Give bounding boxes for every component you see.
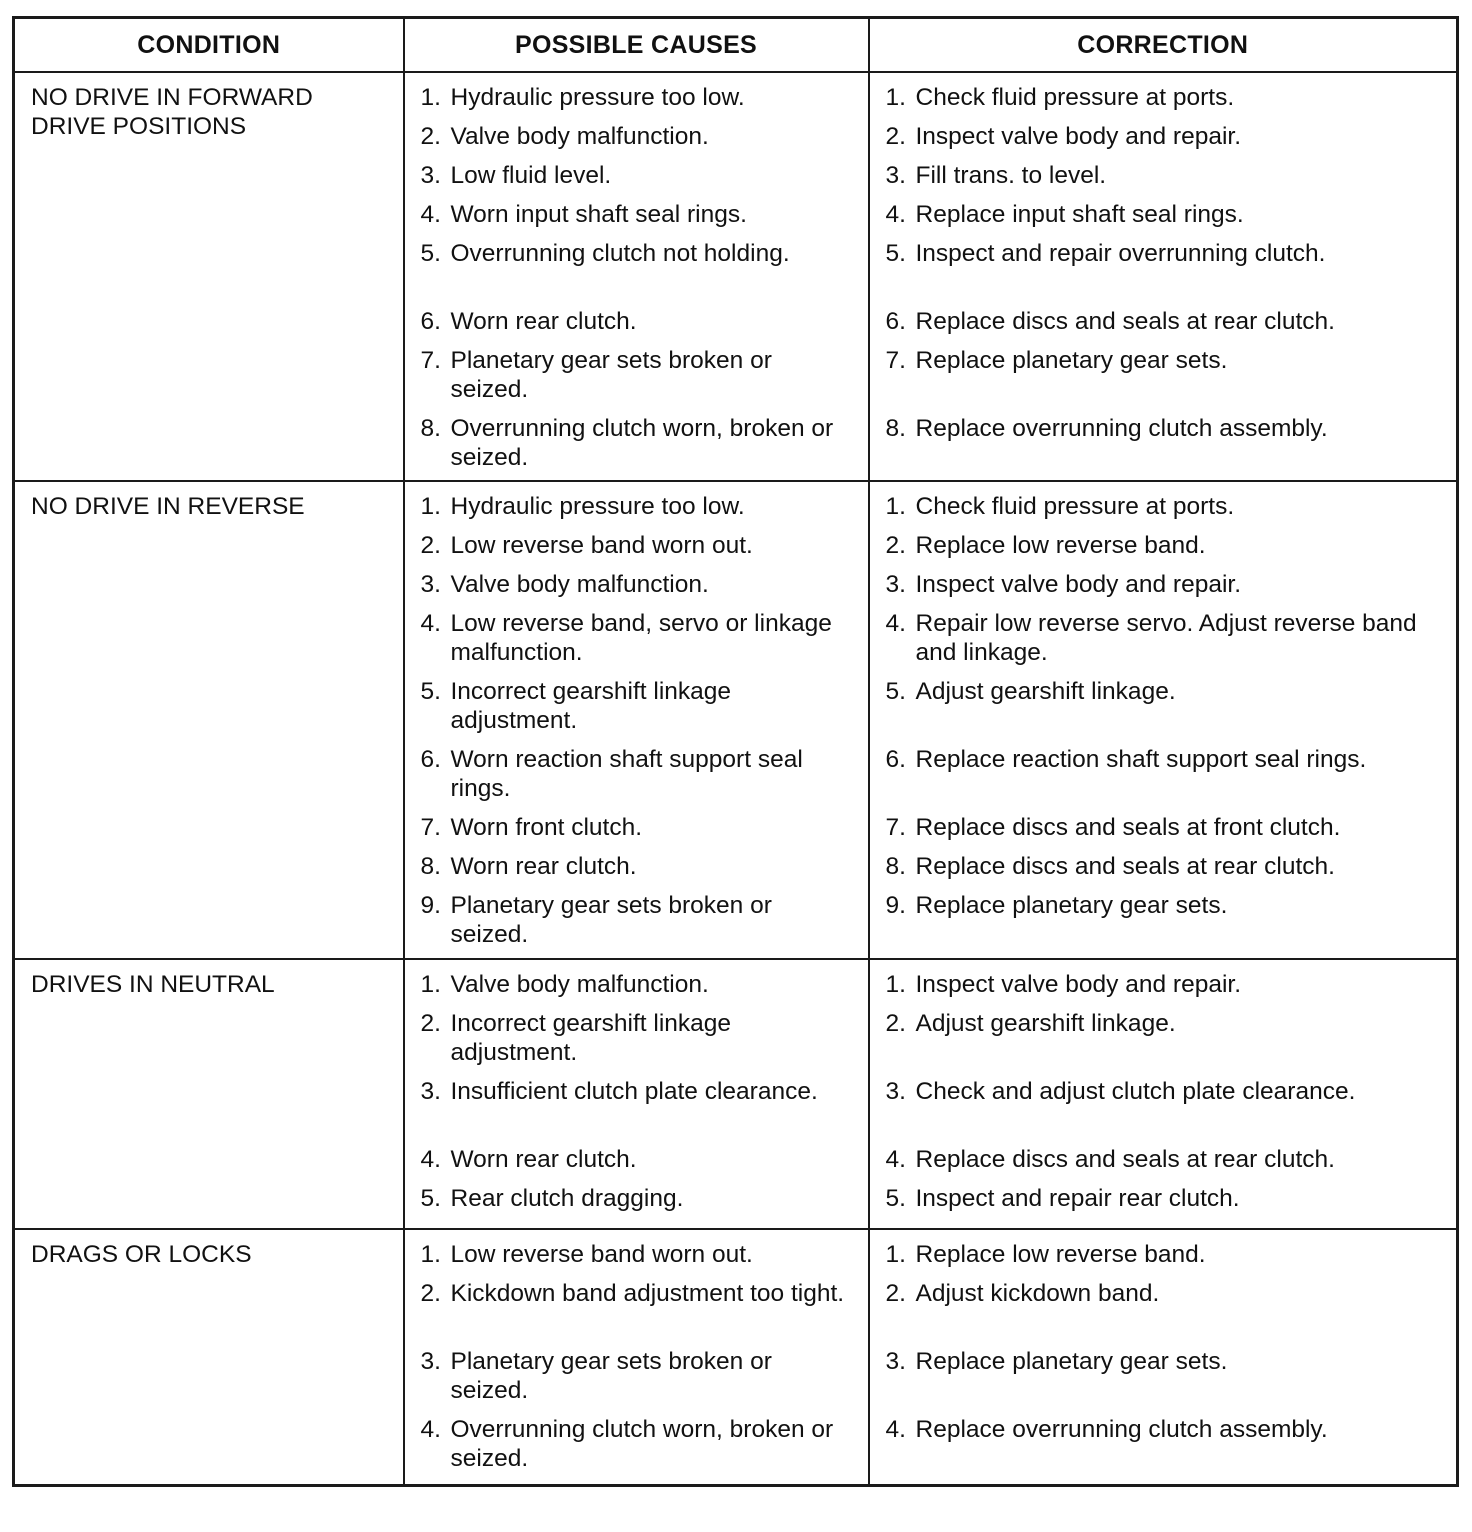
condition-cell: NO DRIVE IN REVERSE — [14, 481, 404, 959]
item-text: Replace overrunning clutch assembly. — [915, 415, 1328, 442]
item-text: Adjust gearshift linkage. — [915, 1010, 1176, 1037]
correction-item — [886, 891, 1445, 949]
item-text: Inspect valve body and repair. — [915, 123, 1242, 150]
correction-item — [886, 1145, 1445, 1174]
item-number: 9. — [420, 892, 441, 919]
correction-item — [886, 161, 1445, 190]
causes-list — [421, 970, 856, 1213]
header-condition: CONDITION — [14, 18, 404, 73]
item-number: 7. — [885, 347, 906, 374]
item-text: Low fluid level. — [450, 162, 612, 189]
item-number: 5. — [885, 678, 906, 705]
cause-item — [421, 1077, 856, 1135]
correction-item — [886, 239, 1445, 297]
item-text: Adjust gearshift linkage. — [915, 678, 1176, 705]
item-number: 7. — [420, 814, 441, 841]
correction-item — [886, 531, 1445, 560]
cause-item — [421, 813, 856, 842]
causes-cell — [404, 1229, 869, 1485]
item-text: Kickdown band adjustment too tight. — [450, 1280, 845, 1307]
cause-item — [421, 531, 856, 560]
item-text: Worn reaction shaft support seal rings. — [450, 746, 803, 802]
condition-cell: DRAGS OR LOCKS — [14, 1229, 404, 1485]
corrections-list — [886, 970, 1445, 1213]
condition-cell: NO DRIVE IN FORWARD DRIVE POSITIONS — [14, 72, 404, 481]
condition-cell: DRIVES IN NEUTRAL — [14, 959, 404, 1229]
item-number: 2. — [885, 532, 906, 559]
item-number: 2. — [885, 1010, 906, 1037]
table-body — [14, 72, 1458, 1485]
item-number: 5. — [420, 1185, 441, 1212]
item-number: 1. — [885, 1241, 906, 1268]
item-number: 2. — [420, 532, 441, 559]
table-row — [14, 959, 1458, 1229]
item-text: Replace discs and seals at rear clutch. — [915, 853, 1335, 880]
causes-cell — [404, 481, 869, 959]
cause-item — [421, 891, 856, 949]
cause-item — [421, 83, 856, 112]
cause-item — [421, 970, 856, 999]
item-text: Replace low reverse band. — [915, 532, 1206, 559]
item-text: Hydraulic pressure too low. — [450, 493, 745, 520]
item-number: 3. — [420, 162, 441, 189]
item-number: 6. — [885, 308, 906, 335]
item-number: 4. — [420, 1416, 441, 1443]
cause-item — [421, 745, 856, 803]
item-text: Insufficient clutch plate clearance. — [450, 1078, 818, 1105]
item-number: 3. — [420, 1348, 441, 1375]
item-text: Inspect valve body and repair. — [915, 571, 1242, 598]
item-number: 1. — [420, 971, 441, 998]
item-number: 1. — [420, 84, 441, 111]
corrections-cell — [869, 481, 1458, 959]
cause-item — [421, 346, 856, 404]
item-text: Planetary gear sets broken or seized. — [450, 892, 772, 948]
item-text: Replace overrunning clutch assembly. — [915, 1416, 1328, 1443]
item-number: 1. — [885, 84, 906, 111]
correction-item — [886, 852, 1445, 881]
item-number: 3. — [885, 571, 906, 598]
item-text: Worn rear clutch. — [450, 308, 637, 335]
correction-item — [886, 813, 1445, 842]
corrections-cell — [869, 72, 1458, 481]
correction-item — [886, 1077, 1445, 1135]
item-text: Valve body malfunction. — [450, 971, 709, 998]
causes-list — [421, 492, 856, 949]
correction-item — [886, 677, 1445, 735]
correction-item — [886, 122, 1445, 151]
table-row — [14, 481, 1458, 959]
item-text: Low reverse band worn out. — [450, 1241, 753, 1268]
cause-item — [421, 1184, 856, 1213]
cause-item — [421, 1009, 856, 1067]
cause-item — [421, 1347, 856, 1405]
item-text: Replace input shaft seal rings. — [915, 201, 1244, 228]
cause-item — [421, 1415, 856, 1473]
cause-item — [421, 492, 856, 521]
corrections-cell — [869, 959, 1458, 1229]
item-text: Planetary gear sets broken or seized. — [450, 347, 772, 403]
item-number: 6. — [420, 308, 441, 335]
item-number: 3. — [885, 1348, 906, 1375]
item-number: 3. — [420, 1078, 441, 1105]
correction-item — [886, 970, 1445, 999]
item-number: 3. — [885, 1078, 906, 1105]
item-number: 6. — [420, 746, 441, 773]
item-number: 2. — [420, 123, 441, 150]
item-number: 8. — [420, 853, 441, 880]
causes-list — [421, 1240, 856, 1473]
item-text: Overrunning clutch worn, broken or seized. — [450, 415, 834, 471]
item-number: 4. — [885, 610, 906, 637]
corrections-list — [886, 492, 1445, 949]
item-number: 3. — [420, 571, 441, 598]
item-number: 9. — [885, 892, 906, 919]
corrections-list — [886, 1240, 1445, 1473]
header-row — [14, 18, 1458, 73]
item-number: 6. — [885, 746, 906, 773]
cause-item — [421, 122, 856, 151]
item-text: Repair low reverse servo. Adjust reverse band and linkage. — [915, 610, 1417, 666]
item-text: Inspect and repair overrunning clutch. — [915, 240, 1326, 267]
correction-item — [886, 307, 1445, 336]
item-text: Incorrect gearshift linkage adjustment. — [450, 678, 732, 734]
item-text: Overrunning clutch not holding. — [450, 240, 790, 267]
item-text: Valve body malfunction. — [450, 123, 709, 150]
correction-item — [886, 570, 1445, 599]
item-text: Worn front clutch. — [450, 814, 643, 841]
item-text: Worn input shaft seal rings. — [450, 201, 747, 228]
item-number: 5. — [885, 1185, 906, 1212]
item-number: 4. — [420, 201, 441, 228]
item-number: 5. — [420, 678, 441, 705]
item-number: 4. — [885, 1416, 906, 1443]
item-number: 3. — [885, 162, 906, 189]
table-header — [14, 18, 1458, 73]
correction-item — [886, 1347, 1445, 1405]
correction-item — [886, 1415, 1445, 1473]
correction-item — [886, 745, 1445, 803]
item-text: Replace reaction shaft support seal rings. — [915, 746, 1367, 773]
cause-item — [421, 161, 856, 190]
item-text: Incorrect gearshift linkage adjustment. — [450, 1010, 732, 1066]
causes-list — [421, 83, 856, 472]
correction-item — [886, 609, 1445, 667]
cause-item — [421, 239, 856, 297]
header-possible-causes: POSSIBLE CAUSES — [404, 18, 869, 73]
correction-item — [886, 1240, 1445, 1269]
item-text: Low reverse band worn out. — [450, 532, 753, 559]
cause-item — [421, 570, 856, 599]
header-correction: CORRECTION — [869, 18, 1458, 73]
item-text: Fill trans. to level. — [915, 162, 1107, 189]
item-text: Replace planetary gear sets. — [915, 1348, 1228, 1375]
item-text: Hydraulic pressure too low. — [450, 84, 745, 111]
item-number: 1. — [885, 493, 906, 520]
corrections-list — [886, 83, 1445, 472]
item-number: 2. — [420, 1280, 441, 1307]
item-number: 4. — [885, 201, 906, 228]
item-text: Replace planetary gear sets. — [915, 892, 1228, 919]
item-text: Check and adjust clutch plate clearance. — [915, 1078, 1356, 1105]
correction-item — [886, 1184, 1445, 1213]
cause-item — [421, 609, 856, 667]
item-number: 2. — [885, 123, 906, 150]
diagnosis-table — [12, 16, 1459, 1487]
correction-item — [886, 492, 1445, 521]
item-text: Planetary gear sets broken or seized. — [450, 1348, 772, 1404]
causes-cell — [404, 959, 869, 1229]
table-row — [14, 72, 1458, 481]
correction-item — [886, 414, 1445, 472]
item-number: 4. — [420, 1146, 441, 1173]
item-number: 2. — [420, 1010, 441, 1037]
item-text: Worn rear clutch. — [450, 1146, 637, 1173]
cause-item — [421, 1279, 856, 1337]
item-number: 7. — [420, 347, 441, 374]
item-number: 5. — [885, 240, 906, 267]
correction-item — [886, 346, 1445, 404]
cause-item — [421, 200, 856, 229]
table-row — [14, 1229, 1458, 1485]
item-number: 4. — [420, 610, 441, 637]
item-number: 1. — [420, 1241, 441, 1268]
item-text: Check fluid pressure at ports. — [915, 84, 1235, 111]
item-number: 4. — [885, 1146, 906, 1173]
correction-item — [886, 83, 1445, 112]
item-text: Valve body malfunction. — [450, 571, 709, 598]
correction-item — [886, 200, 1445, 229]
item-text: Replace discs and seals at rear clutch. — [915, 1146, 1335, 1173]
item-text: Check fluid pressure at ports. — [915, 493, 1235, 520]
item-text: Replace discs and seals at rear clutch. — [915, 308, 1335, 335]
item-number: 1. — [885, 971, 906, 998]
item-number: 8. — [420, 415, 441, 442]
item-text: Adjust kickdown band. — [915, 1280, 1160, 1307]
cause-item — [421, 852, 856, 881]
correction-item — [886, 1279, 1445, 1337]
corrections-cell — [869, 1229, 1458, 1485]
item-text: Low reverse band, servo or linkage malfunction. — [450, 610, 832, 666]
correction-item — [886, 1009, 1445, 1067]
item-text: Overrunning clutch worn, broken or seized. — [450, 1416, 834, 1472]
item-number: 8. — [885, 853, 906, 880]
cause-item — [421, 1145, 856, 1174]
item-text: Inspect and repair rear clutch. — [915, 1185, 1240, 1212]
item-text: Replace low reverse band. — [915, 1241, 1206, 1268]
item-number: 5. — [420, 240, 441, 267]
item-number: 2. — [885, 1280, 906, 1307]
item-number: 7. — [885, 814, 906, 841]
causes-cell — [404, 72, 869, 481]
cause-item — [421, 677, 856, 735]
item-text: Inspect valve body and repair. — [915, 971, 1242, 998]
item-text: Rear clutch dragging. — [450, 1185, 684, 1212]
cause-item — [421, 414, 856, 472]
item-number: 1. — [420, 493, 441, 520]
item-number: 8. — [885, 415, 906, 442]
cause-item — [421, 1240, 856, 1269]
cause-item — [421, 307, 856, 336]
item-text: Worn rear clutch. — [450, 853, 637, 880]
item-text: Replace planetary gear sets. — [915, 347, 1228, 374]
item-text: Replace discs and seals at front clutch. — [915, 814, 1341, 841]
